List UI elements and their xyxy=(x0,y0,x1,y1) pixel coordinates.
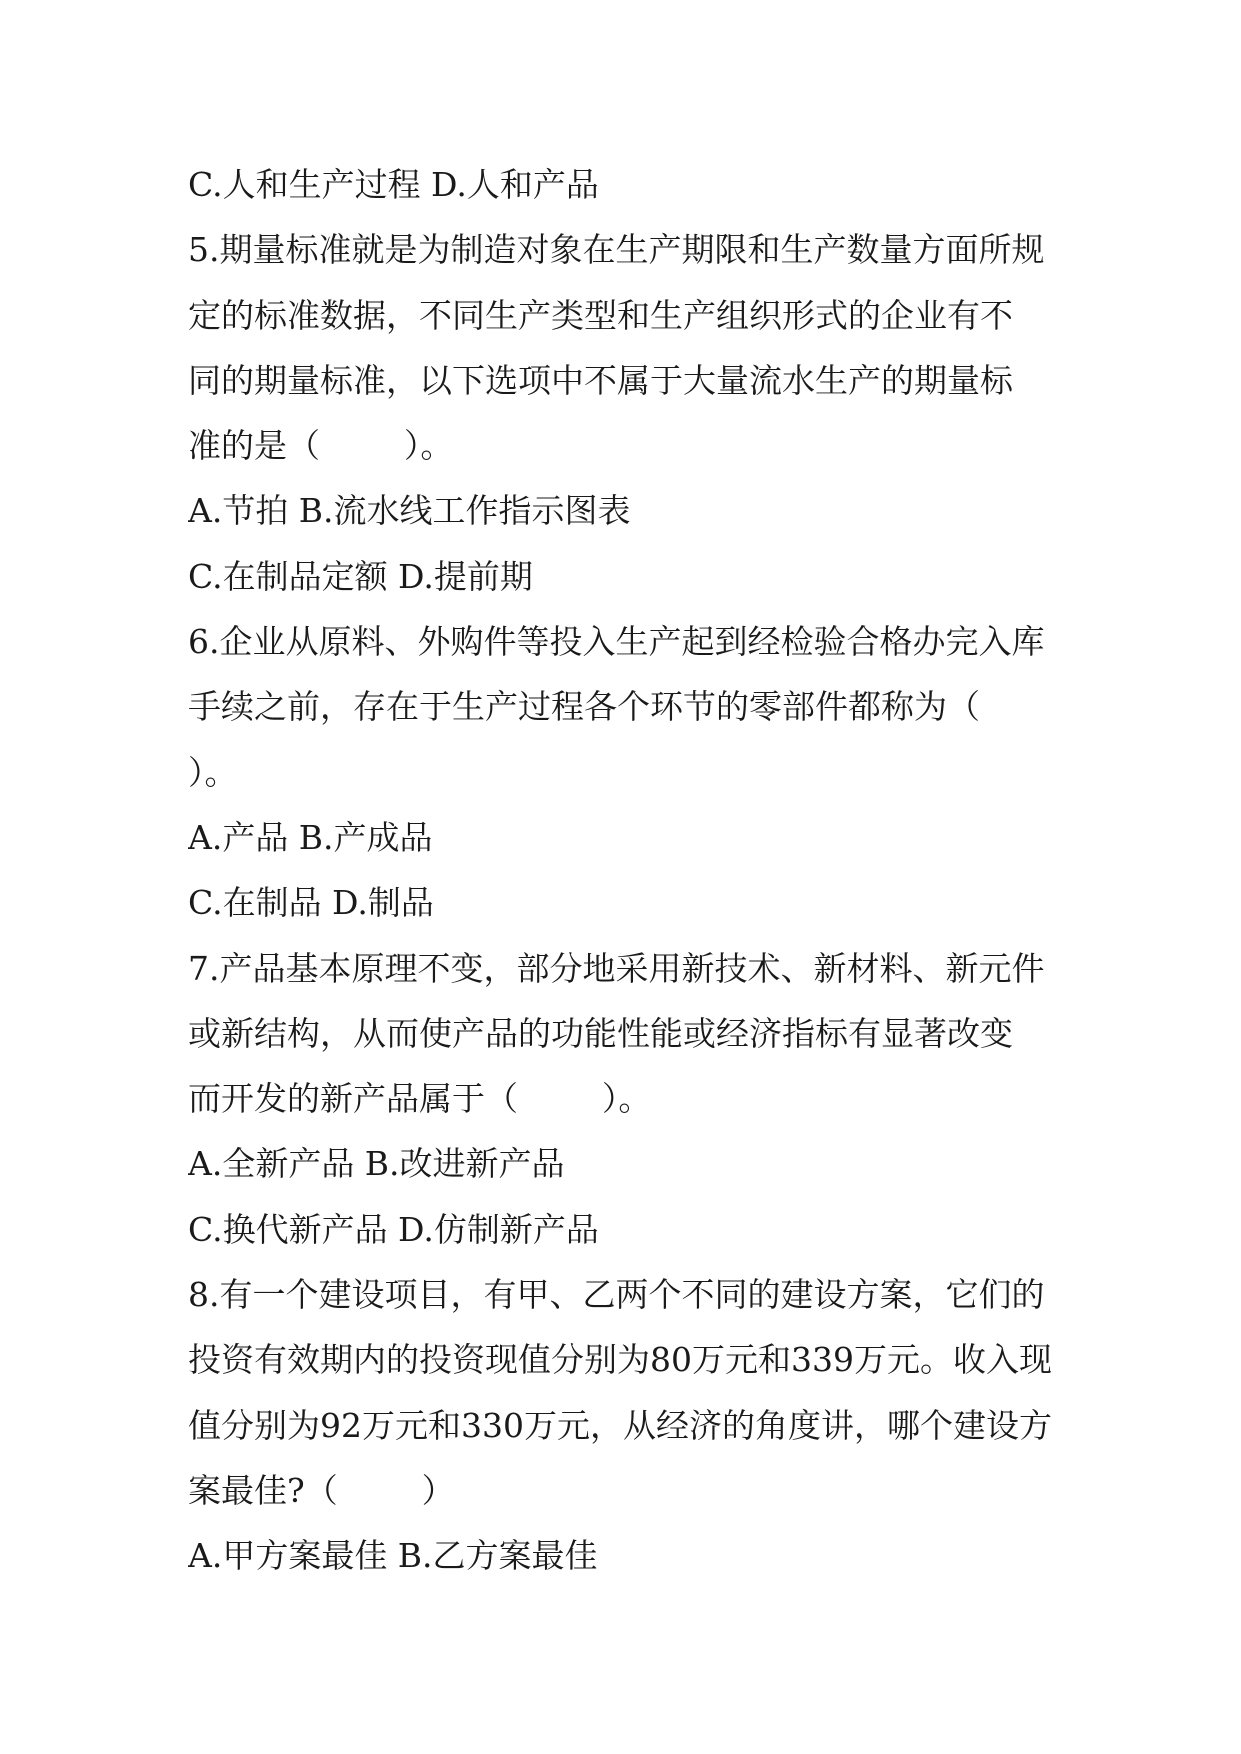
question-5-line: 准的是（ ）。 xyxy=(188,426,454,466)
question-5-line: 定的标准数据，不同生产类型和生产组织形式的企业有不 xyxy=(188,295,1013,335)
question-6-line: 手续之前，存在于生产过程各个环节的零部件都称为（ xyxy=(188,687,980,727)
option-line: A.全新产品 B.改进新产品 xyxy=(188,1144,565,1184)
option-line: A.节拍 B.流水线工作指示图表 xyxy=(188,491,631,531)
option-line: C.在制品定额 D.提前期 xyxy=(188,556,533,596)
question-text-block xyxy=(188,152,1068,1589)
option-line: A.产品 B.产成品 xyxy=(188,817,433,857)
question-6-line: ）。 xyxy=(188,752,238,792)
option-line: A.甲方案最佳 B.乙方案最佳 xyxy=(188,1536,598,1576)
question-8-line: 8.有一个建设项目，有甲、乙两个不同的建设方案，它们的 xyxy=(188,1275,1045,1315)
option-line: C.人和生产过程 D.人和产品 xyxy=(188,165,599,204)
question-6-line: 6.企业从原料、外购件等投入生产起到经检验合格办完入库 xyxy=(188,622,1045,662)
question-7-line: 或新结构，从而使产品的功能性能或经济指标有显著改变 xyxy=(188,1013,1013,1053)
option-line: C.换代新产品 D.仿制新产品 xyxy=(188,1209,599,1249)
question-7-line: 7.产品基本原理不变，部分地采用新技术、新材料、新元件 xyxy=(188,948,1045,988)
question-5-line: 同的期量标准，以下选项中不属于大量流水生产的期量标 xyxy=(188,360,1013,400)
question-5-line: 5.期量标准就是为制造对象在生产期限和生产数量方面所规 xyxy=(188,230,1045,270)
option-line: C.在制品 D.制品 xyxy=(188,883,434,923)
question-8-line: 投资有效期内的投资现值分别为80万元和339万元。收入现 xyxy=(188,1340,1052,1380)
question-8-line: 值分别为92万元和330万元，从经济的角度讲，哪个建设方 xyxy=(188,1405,1052,1445)
question-7-line: 而开发的新产品属于（ ）。 xyxy=(188,1079,652,1119)
question-8-line: 案最佳?（ ） xyxy=(188,1470,455,1510)
